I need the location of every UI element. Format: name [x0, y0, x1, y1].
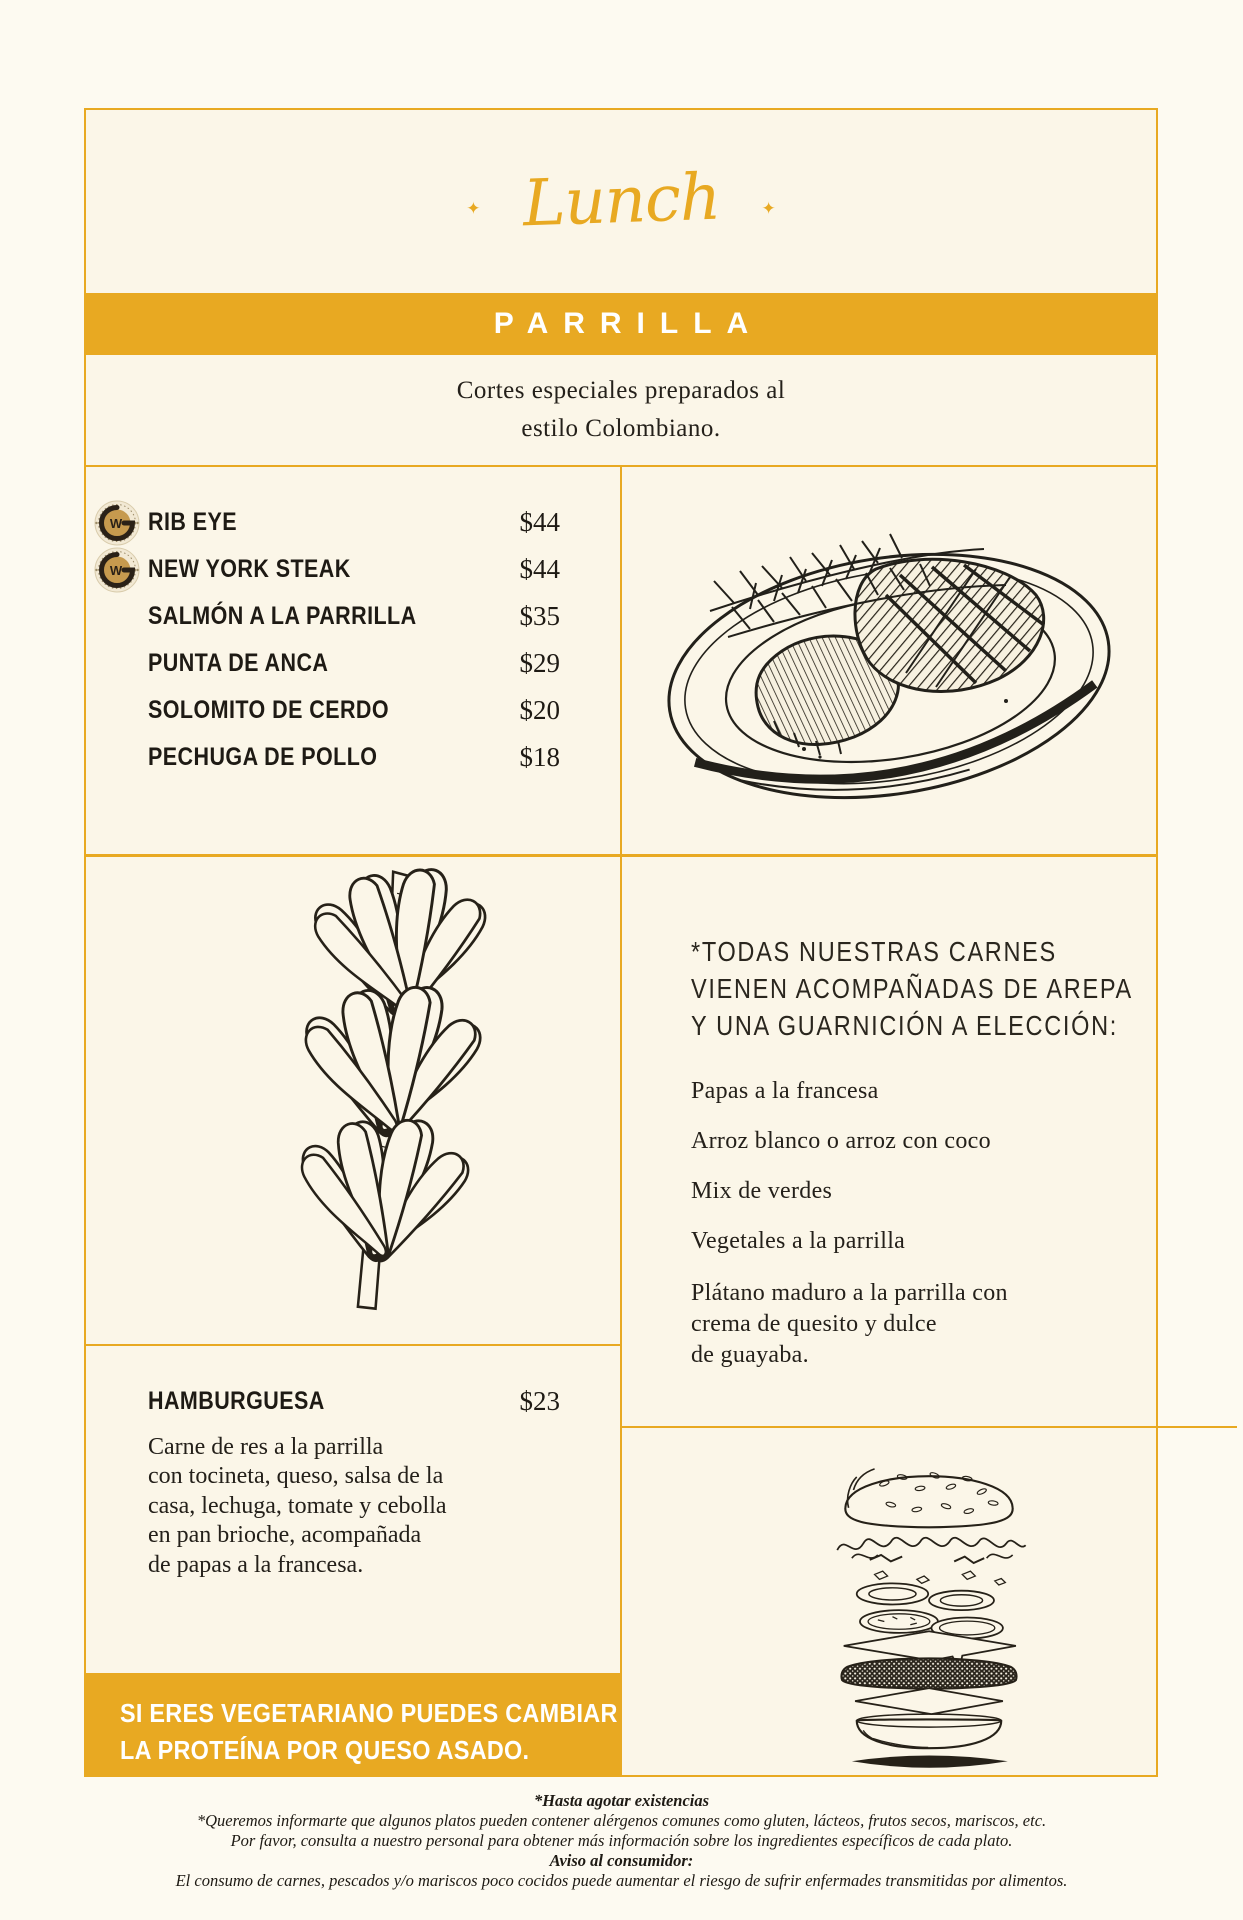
- menu-item-row: [94, 499, 560, 546]
- section-subtitle: [86, 355, 1156, 465]
- page-title: Lunch: [521, 160, 721, 242]
- sides-heading-line: *TODAS NUESTRAS CARNES: [691, 935, 1057, 967]
- section-title: PARRILLA: [493, 306, 764, 340]
- sides-heading-line: VIENEN ACOMPAÑADAS DE AREPA: [691, 972, 1133, 1004]
- menu-item-name: SOLOMITO DE CERDO: [148, 696, 390, 725]
- vegetarian-note-banner: [86, 1673, 620, 1775]
- menu-item-price: $18: [519, 742, 560, 773]
- menu-item-price: $23: [519, 1385, 560, 1416]
- left-column: [86, 857, 622, 1775]
- footer-line: Por favor, consulta a nuestro personal para obtener más información sobre los ingredientes específicos de cada plato.: [230, 1831, 1013, 1850]
- side-item: Papas a la francesa: [691, 1077, 879, 1104]
- banana-illustration-cell: [86, 857, 620, 1344]
- menu-border-box: [84, 108, 1158, 1777]
- menu-item-price: $35: [519, 601, 560, 632]
- svg-text:W: W: [109, 515, 123, 531]
- footer-line: El consumo de carnes, pescados y/o mariscos poco cocidos puede aumentar el riesgo de sufrir enfermades transmitidas por alimentos.: [175, 1871, 1068, 1890]
- menu-item-row: [94, 546, 560, 593]
- lower-section: [86, 854, 1156, 1775]
- burger-illustration-cell: [622, 1426, 1237, 1775]
- deconstructed-burger-illustration: [795, 1438, 1063, 1775]
- menu-item-row: [94, 593, 560, 640]
- hamburguesa-description: [148, 1433, 560, 1581]
- menu-item-price: $29: [519, 648, 560, 679]
- grill-section: [86, 465, 1156, 854]
- side-item: Vegetales a la parrilla: [691, 1227, 906, 1254]
- footer-line: *Hasta agotar existencias: [533, 1791, 710, 1810]
- description-line: en pan brioche, acompañada: [148, 1522, 422, 1549]
- menu-item-row: [94, 640, 560, 687]
- menu-item-name: SALMÓN A LA PARRILLA: [148, 602, 417, 631]
- menu-item-price: $20: [519, 695, 560, 726]
- subtitle-line: Cortes especiales preparados al: [456, 377, 786, 405]
- menu-item-list: [86, 467, 622, 854]
- menu-header: [86, 110, 1156, 293]
- menu-item-price: $44: [519, 554, 560, 585]
- four-point-star-icon: ✦: [466, 198, 481, 218]
- wg-monogram-badge-icon: [94, 500, 140, 546]
- side-item: Mix de verdes: [691, 1177, 833, 1204]
- svg-text:W: W: [109, 562, 123, 578]
- menu-item-name: NEW YORK STEAK: [148, 555, 351, 584]
- side-item: [691, 1278, 1217, 1371]
- menu-item-name: RIB EYE: [148, 508, 238, 537]
- section-title-bar: [86, 293, 1156, 356]
- badge-slot: [94, 547, 148, 593]
- description-line: de papas a la francesa.: [148, 1551, 364, 1578]
- description-line: Carne de res a la parrilla: [148, 1433, 384, 1460]
- menu-item-row: [94, 687, 560, 734]
- menu-item-name: PECHUGA DE POLLO: [148, 743, 378, 772]
- menu-item-price: $44: [519, 507, 560, 538]
- hamburguesa-name-row: [148, 1386, 560, 1417]
- footer-line: Aviso al consumidor:: [549, 1851, 694, 1870]
- menu-item-name: PUNTA DE ANCA: [148, 649, 329, 678]
- side-item: Arroz blanco o arroz con coco: [691, 1127, 991, 1154]
- vegetarian-note-line: LA PROTEÍNA POR QUESO ASADO.: [120, 1735, 530, 1765]
- side-item-line: de guayaba.: [691, 1341, 809, 1368]
- subtitle-line: estilo Colombiano.: [521, 415, 721, 443]
- side-item-line: Plátano maduro a la parrilla con: [691, 1279, 1008, 1306]
- legal-footer: [0, 1791, 1243, 1891]
- description-line: casa, lechuga, tomate y cebolla: [148, 1492, 447, 1519]
- description-line: con tocineta, queso, salsa de la: [148, 1463, 444, 1490]
- steak-illustration-cell: [622, 467, 1156, 854]
- vegetarian-note-line: SI ERES VEGETARIANO PUEDES CAMBIAR: [120, 1698, 618, 1728]
- hamburguesa-entry: [86, 1344, 620, 1673]
- menu-item-row: [94, 734, 560, 781]
- menu-item-name: HAMBURGUESA: [148, 1386, 325, 1415]
- steak-plate-illustration: [654, 491, 1124, 831]
- sides-list: [691, 1078, 1217, 1371]
- badge-slot: [94, 500, 148, 546]
- footer-line: *Queremos informarte que algunos platos pueden contener alérgenos comunes como gluten, lácteos, frutos secos, mariscos, etc.: [196, 1811, 1047, 1830]
- four-point-star-icon: ✦: [761, 198, 776, 218]
- side-item-line: crema de quesito y dulce: [691, 1310, 937, 1337]
- right-column: [622, 857, 1237, 1775]
- banana-bunch-illustration: [158, 860, 548, 1340]
- sides-heading: [691, 933, 1217, 1044]
- sides-heading-line: Y UNA GUARNICIÓN A ELECCIÓN:: [691, 1009, 1118, 1041]
- sides-box: [622, 857, 1237, 1426]
- wg-monogram-badge-icon: [94, 547, 140, 593]
